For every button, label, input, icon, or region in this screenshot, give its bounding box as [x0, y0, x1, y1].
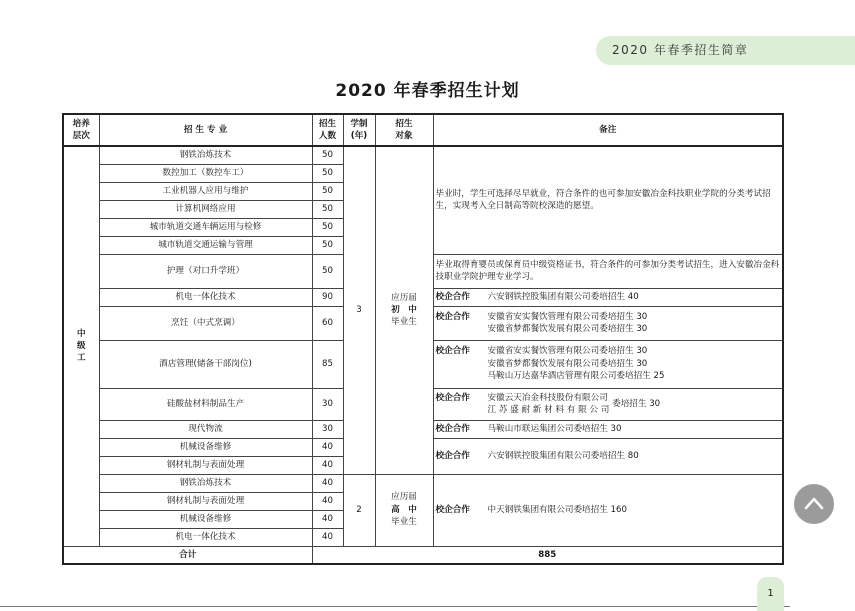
header-target: 招生 对象 — [375, 114, 433, 146]
major-cell: 烹饪（中式烹调） — [99, 306, 312, 340]
target-cell: 应历届 高 中 毕业生 — [375, 474, 433, 546]
count-cell: 50 — [312, 200, 343, 218]
major-cell: 酒店管理(储备干部岗位) — [99, 340, 312, 388]
years-cell: 2 — [343, 474, 375, 546]
count-cell: 50 — [312, 182, 343, 200]
major-cell: 钢材轧制与表面处理 — [99, 456, 312, 474]
major-cell: 计算机网络应用 — [99, 200, 312, 218]
table-header-row — [63, 114, 783, 146]
note-coop: 校企合作 马鞍山市联运集团公司委培招生 30 — [433, 420, 783, 438]
count-cell: 50 — [312, 254, 343, 288]
note-coop: 校企合作 中天钢铁集团有限公司委培招生 160 — [433, 474, 783, 546]
count-cell: 50 — [312, 236, 343, 254]
major-cell: 钢铁冶炼技术 — [99, 146, 312, 164]
major-cell: 钢铁冶炼技术 — [99, 474, 312, 492]
scroll-to-top-button[interactable] — [794, 484, 834, 524]
major-cell: 机电一体化技术 — [99, 528, 312, 546]
major-cell: 城市轨道交通运输与管理 — [99, 236, 312, 254]
major-cell: 现代物流 — [99, 420, 312, 438]
major-cell: 机电一体化技术 — [99, 288, 312, 306]
header-notes: 备注 — [433, 114, 783, 146]
count-cell: 40 — [312, 510, 343, 528]
count-cell: 85 — [312, 340, 343, 388]
count-cell: 50 — [312, 164, 343, 182]
table-row — [63, 146, 783, 164]
count-cell: 40 — [312, 456, 343, 474]
count-cell: 40 — [312, 528, 343, 546]
count-cell: 50 — [312, 218, 343, 236]
major-cell: 硅酸盐材料制品生产 — [99, 388, 312, 420]
total-row — [63, 546, 783, 564]
total-label: 合计 — [63, 546, 312, 564]
major-cell: 钢材轧制与表面处理 — [99, 492, 312, 510]
count-cell: 50 — [312, 146, 343, 164]
major-cell: 护理（对口升学班） — [99, 254, 312, 288]
note-coop: 校企合作 六安钢铁控股集团有限公司委培招生 80 — [433, 438, 783, 474]
total-value: 885 — [312, 546, 783, 564]
note-general: 毕业时，学生可选择尽早就业，符合条件的也可参加安徽冶金科技职业学院的分类考试招生，实现考入全日制高等院校深造的愿望。 — [433, 146, 783, 254]
count-cell: 30 — [312, 420, 343, 438]
header-years: 学制 (年) — [343, 114, 375, 146]
major-cell: 数控加工（数控车工） — [99, 164, 312, 182]
header-major: 招 生 专 业 — [99, 114, 312, 146]
major-cell: 工业机器人应用与维护 — [99, 182, 312, 200]
level-cell: 中 级 工 — [63, 146, 99, 546]
page-number: 1 — [757, 577, 784, 611]
count-cell: 40 — [312, 438, 343, 456]
major-cell: 机械设备维修 — [99, 510, 312, 528]
major-cell: 城市轨道交通车辆运用与检修 — [99, 218, 312, 236]
target-cell: 应历届 初 中 毕业生 — [375, 146, 433, 474]
years-cell: 3 — [343, 146, 375, 474]
note-coop: 校企合作 安徽省安实餐饮管理有限公司委培招生 30 安徽省梦都餐饮发展有限公司委培招生 30 — [433, 306, 783, 340]
enrollment-plan-table — [62, 113, 784, 565]
note-nursing: 毕业取得育婴员或保育员中级资格证书，符合条件的可参加分类考试招生，进入安徽冶金科技职业学院护理专业学习。 — [433, 254, 783, 288]
page-title: 2020 年春季招生计划 — [335, 81, 520, 101]
header-count: 招生 人数 — [312, 114, 343, 146]
count-cell: 90 — [312, 288, 343, 306]
major-cell: 机械设备维修 — [99, 438, 312, 456]
note-coop: 校企合作 安徽云天冶金科技股份有限公司 江 苏 盛 耐 新 材 料 有 限 公 司 委培招生 30 — [433, 388, 783, 420]
count-cell: 60 — [312, 306, 343, 340]
count-cell: 40 — [312, 492, 343, 510]
count-cell: 30 — [312, 388, 343, 420]
note-coop: 校企合作 六安钢铁控股集团有限公司委培招生 40 — [433, 288, 783, 306]
chevron-up-icon — [804, 496, 824, 510]
table-row — [63, 474, 783, 492]
note-coop: 校企合作 安徽省安实餐饮管理有限公司委培招生 30 安徽省梦都餐饮发展有限公司委培招生 30 马鞍山万达嘉华酒店管理有限公司委培招生 25 — [433, 340, 783, 388]
footer-divider — [0, 606, 790, 607]
header-tab: 2020 年春季招生简章 — [596, 36, 855, 65]
count-cell: 40 — [312, 474, 343, 492]
header-level: 培养 层次 — [63, 114, 99, 146]
